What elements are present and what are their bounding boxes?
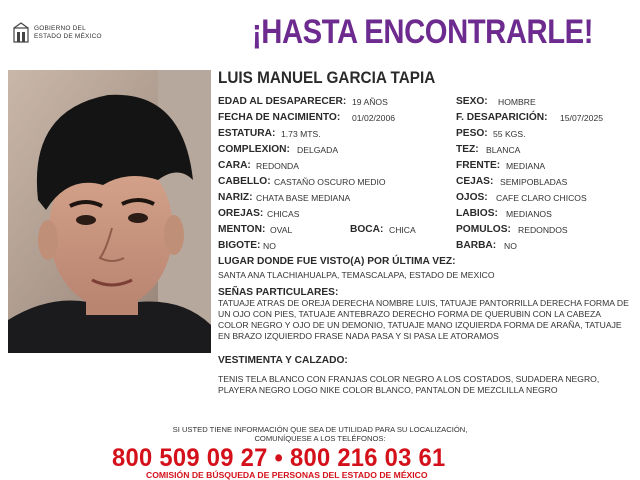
tez-label: TEZ: (456, 144, 479, 155)
contact-note-line-1: SI USTED TIENE INFORMACIÓN QUE SEA DE UTILIDAD PARA SU LOCALIZACIÓN, (172, 425, 468, 434)
senas-label: SEÑAS PARTICULARES: (218, 287, 339, 298)
vestimenta-label: VESTIMENTA Y CALZADO: (218, 355, 348, 366)
person-name: LUIS MANUEL GARCIA TAPIA (218, 68, 436, 87)
barba-value: NO (504, 241, 517, 251)
cara-label: CARA: (218, 160, 251, 171)
ojos-value: CAFE CLARO CHICOS (496, 193, 587, 203)
nariz-value: CHATA BASE MEDIANA (256, 193, 351, 203)
pomulos-label: POMULOS: (456, 224, 511, 235)
menton-label: MENTON: (218, 224, 266, 235)
logo-line-2: ESTADO DE MÉXICO (34, 33, 102, 40)
lugar-value: SANTA ANA TLACHIAHUALPA, TEMASCALAPA, ESTADO DE MEXICO (218, 270, 495, 280)
nacimiento-label: FECHA DE NACIMIENTO: (218, 112, 341, 123)
frente-value: MEDIANA (506, 161, 546, 171)
boca-label: BOCA: (350, 224, 384, 235)
desaparicion-label: F. DESAPARICIÓN: (456, 112, 548, 123)
logo-text (34, 25, 102, 41)
estatura-label: ESTATURA: (218, 128, 276, 139)
contact-note-line-2: COMUNÍQUESE A LOS TELÉFONOS: (254, 434, 386, 443)
missing-person-photo (8, 70, 211, 353)
phone-numbers: 800 509 09 27 • 800 216 03 61 (112, 444, 446, 472)
menton-value: OVAL (270, 225, 293, 235)
cara-value: REDONDA (256, 161, 299, 171)
headline: ¡HASTA ENCONTRARLE! (252, 13, 594, 51)
complexion-label: COMPLEXION: (218, 144, 290, 155)
sexo-value: HOMBRE (498, 97, 536, 107)
vestimenta-value: TENIS TELA BLANCO CON FRANJAS COLOR NEGRO A LOS COSTADOS, SUDADERA NEGRO, PLAYERA NEGRO LOGO NIKE COLOR BLANCO, PANTALON DE MEZCLILLA NEGRO (218, 374, 600, 395)
bigote-value: NO (263, 241, 276, 251)
labios-value: MEDIANOS (506, 209, 552, 219)
ojos-label: OJOS: (456, 192, 488, 203)
commission-name: COMISIÓN DE BÚSQUEDA DE PERSONAS DEL ESTADO DE MÉXICO (146, 470, 428, 480)
senas-value: TATUAJE ATRAS DE OREJA DERECHA NOMBRE LUIS, TATUAJE PANTORRILLA DERECHA FORMA DE UN OJO CON PIES, TATUAJE ANTEBRAZO DERECHO FORMA DE QUERUBIN CON LA CABEZA COLOR NEGRO Y OJO DE UN DEMONIO, TATUAJE MANO IZQUIERDA FORMA DE ARAÑA, TATUAJE EN BRAZO IZQUIERDO FRASE NADA PASA Y SI PASA LE ATORAMOS (218, 298, 629, 341)
labios-label: LABIOS: (456, 208, 498, 219)
tez-value: BLANCA (486, 145, 521, 155)
edad-value: 19 AÑOS (352, 97, 388, 107)
complexion-value: DELGADA (297, 145, 339, 155)
cabello-value: CASTAÑO OSCURO MEDIO (274, 177, 386, 187)
bigote-label: BIGOTE: (218, 240, 261, 251)
nacimiento-value: 01/02/2006 (352, 113, 396, 123)
state-seal-icon (12, 22, 30, 44)
government-logo (12, 22, 122, 46)
boca-value: CHICA (389, 225, 416, 235)
cejas-label: CEJAS: (456, 176, 494, 187)
orejas-label: OREJAS: (218, 208, 264, 219)
cabello-label: CABELLO: (218, 176, 271, 187)
peso-value: 55 KGS. (493, 129, 526, 139)
lugar-label: LUGAR DONDE FUE VISTO(A) POR ÚLTIMA VEZ: (218, 256, 456, 267)
contact-note (150, 425, 490, 443)
senas-box (218, 298, 630, 354)
sexo-label: SEXO: (456, 96, 488, 107)
frente-label: FRENTE: (456, 160, 501, 171)
nariz-label: NARIZ: (218, 192, 253, 203)
desaparicion-value: 15/07/2025 (560, 113, 604, 123)
pomulos-value: REDONDOS (518, 225, 568, 235)
cejas-value: SEMIPOBLADAS (500, 177, 568, 187)
barba-label: BARBA: (456, 240, 497, 251)
orejas-value: CHICAS (267, 209, 300, 219)
edad-label: EDAD AL DESAPARECER: (218, 96, 347, 107)
portrait-illustration (8, 70, 211, 353)
logo-line-1: GOBIERNO DEL (34, 25, 86, 32)
estatura-value: 1.73 MTS. (281, 129, 321, 139)
peso-label: PESO: (456, 128, 488, 139)
